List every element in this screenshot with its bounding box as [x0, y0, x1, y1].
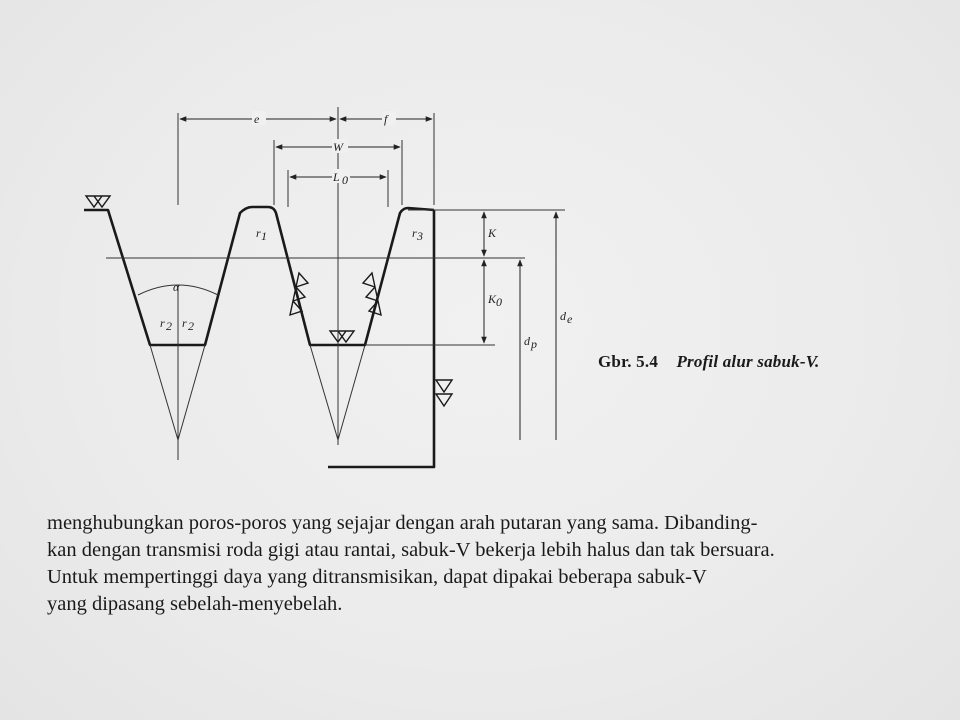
label-r2b: r [182, 316, 187, 330]
label-k0: K [488, 292, 497, 306]
label-de: d [560, 309, 566, 323]
figure-number: Gbr. 5.4 [598, 352, 659, 371]
label-r2b-sub: 2 [188, 319, 194, 333]
label-l0: L [333, 170, 340, 184]
paragraph-line: Untuk mempertinggi daya yang ditransmisikan, dapat dipakai beberapa sabuk-V [47, 566, 707, 588]
label-e: e [254, 112, 260, 126]
label-alpha: α [173, 280, 180, 294]
figure-title: Profil alur sabuk-V. [676, 352, 820, 371]
label-r1: r [256, 226, 261, 240]
label-r3: r [412, 226, 417, 240]
label-r2a: r [160, 316, 165, 330]
label-r2a-sub: 2 [166, 319, 172, 333]
label-w: W [333, 140, 343, 154]
label-l0-sub: 0 [342, 173, 348, 187]
label-r1-sub: 1 [261, 229, 267, 243]
dimension-lines [180, 119, 556, 440]
groove-outline [84, 207, 434, 467]
label-f: f [384, 112, 388, 126]
label-dp: d [524, 334, 530, 348]
label-r3-sub: 3 [417, 229, 423, 243]
figure-caption [598, 352, 820, 372]
label-de-sub: e [567, 312, 573, 326]
label-dp-sub: p [531, 337, 537, 351]
paragraph-line: yang dipasang sebelah-menyebelah. [47, 593, 343, 615]
v-belt-groove-profile-diagram [70, 95, 590, 480]
body-paragraph [47, 510, 927, 618]
paragraph-line: menghubungkan poros-poros yang sejajar dengan arah putaran yang sama. Dibanding- [47, 512, 758, 534]
paragraph-line: kan dengan transmisi roda gigi atau rantai, sabuk-V bekerja lebih halus dan tak bersuara. [47, 539, 775, 561]
label-k0-sub: 0 [496, 295, 502, 309]
label-k: K [488, 226, 497, 240]
